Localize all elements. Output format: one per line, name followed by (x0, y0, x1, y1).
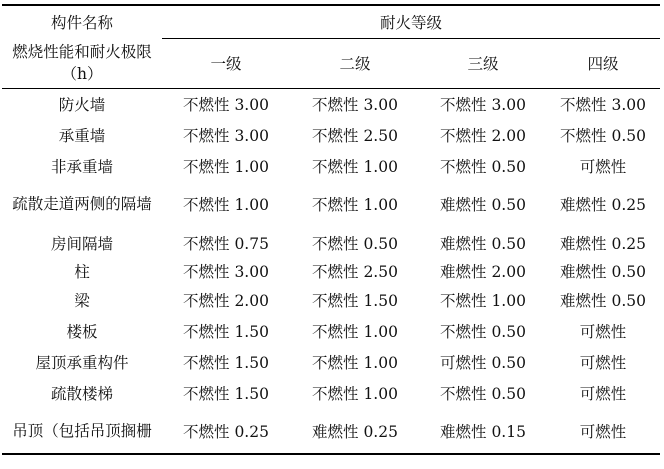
table-row (2, 181, 660, 227)
rating-cell-grade-3: 不燃性 0.50 (440, 384, 526, 403)
grade-header-2: 二级 (290, 38, 420, 88)
rating-cell-grade-4: 不燃性 0.50 (560, 126, 646, 145)
rating-cell-grade-3: 难燃性 0.50 (440, 196, 526, 214)
component-name-cell: 疏散走道两侧的隔墙 (12, 195, 152, 213)
table-row (2, 88, 660, 119)
rating-cell-grade-1: 不燃性 0.75 (183, 234, 269, 253)
rating-cell-grade-1: 不燃性 2.00 (183, 291, 269, 310)
rating-cell-grade-4: 可燃性 (579, 353, 627, 372)
component-name-cell: 房间隔墙 (50, 234, 113, 253)
rating-cell-grade-4: 难燃性 0.50 (560, 291, 646, 310)
rating-cell-grade-2: 不燃性 1.00 (312, 196, 398, 214)
fire-rating-header: 耐火等级 (162, 5, 660, 38)
rating-cell-grade-2: 不燃性 2.50 (312, 126, 398, 145)
rating-cell-grade-2: 不燃性 1.50 (312, 291, 398, 310)
table-body (2, 88, 660, 454)
rating-cell-grade-1: 不燃性 1.00 (183, 196, 269, 214)
property-header: 燃烧性能和耐火极限（h） (2, 38, 162, 88)
rating-cell-grade-4: 可燃性 (546, 408, 660, 454)
table-row (2, 346, 660, 377)
rating-cell-grade-4: 不燃性 3.00 (560, 95, 646, 114)
component-name-cell: 吊顶（包括吊顶搁栅 (2, 408, 162, 454)
component-name-cell: 防火墙 (58, 95, 106, 114)
component-name-cell: 承重墙 (58, 126, 106, 145)
rating-cell-grade-3: 不燃性 3.00 (440, 95, 526, 114)
rating-cell-grade-4: 难燃性 0.25 (560, 196, 646, 214)
rating-cell-grade-4: 可燃性 (579, 384, 627, 403)
grade-header-4: 四级 (546, 38, 660, 88)
rating-cell-grade-1: 不燃性 1.50 (183, 322, 269, 341)
table-row (2, 150, 660, 181)
rating-cell-grade-1: 不燃性 1.00 (183, 157, 269, 176)
table-row (2, 377, 660, 408)
rating-cell-grade-1: 不燃性 0.25 (162, 408, 290, 454)
rating-cell-grade-3: 不燃性 1.00 (440, 291, 526, 310)
rating-cell-grade-3: 不燃性 0.50 (440, 157, 526, 176)
table-row (2, 227, 660, 258)
table-row (2, 284, 660, 315)
rating-cell-grade-1: 不燃性 3.00 (183, 95, 269, 114)
rating-cell-grade-2: 难燃性 0.25 (290, 408, 420, 454)
rating-cell-grade-4: 可燃性 (579, 322, 627, 341)
rating-cell-grade-2: 不燃性 2.50 (312, 263, 398, 281)
rating-cell-grade-3: 不燃性 2.00 (440, 126, 526, 145)
rating-cell-grade-2: 不燃性 1.00 (312, 157, 398, 176)
rating-cell-grade-4: 难燃性 0.25 (560, 234, 646, 253)
rating-cell-grade-1: 不燃性 3.00 (183, 126, 269, 145)
rating-cell-grade-1: 不燃性 1.50 (183, 353, 269, 372)
component-name-cell: 疏散楼梯 (50, 384, 113, 403)
rating-cell-grade-3: 不燃性 0.50 (440, 322, 526, 341)
component-name-cell: 屋顶承重构件 (35, 353, 129, 372)
header-row-1 (2, 5, 660, 38)
rating-cell-grade-1: 不燃性 1.50 (183, 384, 269, 403)
rating-cell-grade-1: 不燃性 3.00 (183, 263, 269, 281)
rating-cell-grade-4: 难燃性 0.50 (560, 263, 646, 281)
rating-cell-grade-2: 不燃性 3.00 (312, 95, 398, 114)
rating-cell-grade-2: 不燃性 1.00 (312, 322, 398, 341)
fire-resistance-table (2, 4, 660, 455)
grade-header-1: 一级 (162, 38, 290, 88)
table-row (2, 315, 660, 346)
header-row-2 (2, 38, 660, 88)
rating-cell-grade-3: 难燃性 0.15 (420, 408, 546, 454)
component-name-header: 构件名称 (2, 5, 162, 38)
rating-cell-grade-2: 不燃性 1.00 (312, 384, 398, 403)
table-row (2, 119, 660, 150)
component-name-cell: 非承重墙 (50, 157, 113, 176)
rating-cell-grade-2: 不燃性 0.50 (312, 234, 398, 253)
rating-cell-grade-3: 难燃性 2.00 (440, 263, 526, 281)
rating-cell-grade-2: 不燃性 1.00 (312, 353, 398, 372)
table-row (2, 408, 660, 454)
component-name-cell: 柱 (74, 263, 90, 281)
grade-header-3: 三级 (420, 38, 546, 88)
component-name-cell: 楼板 (66, 322, 98, 341)
rating-cell-grade-4: 可燃性 (579, 157, 627, 176)
rating-cell-grade-3: 可燃性 0.50 (440, 353, 526, 372)
rating-cell-grade-3: 难燃性 0.50 (440, 234, 526, 253)
table-row (2, 258, 660, 284)
component-name-cell: 梁 (74, 291, 90, 310)
